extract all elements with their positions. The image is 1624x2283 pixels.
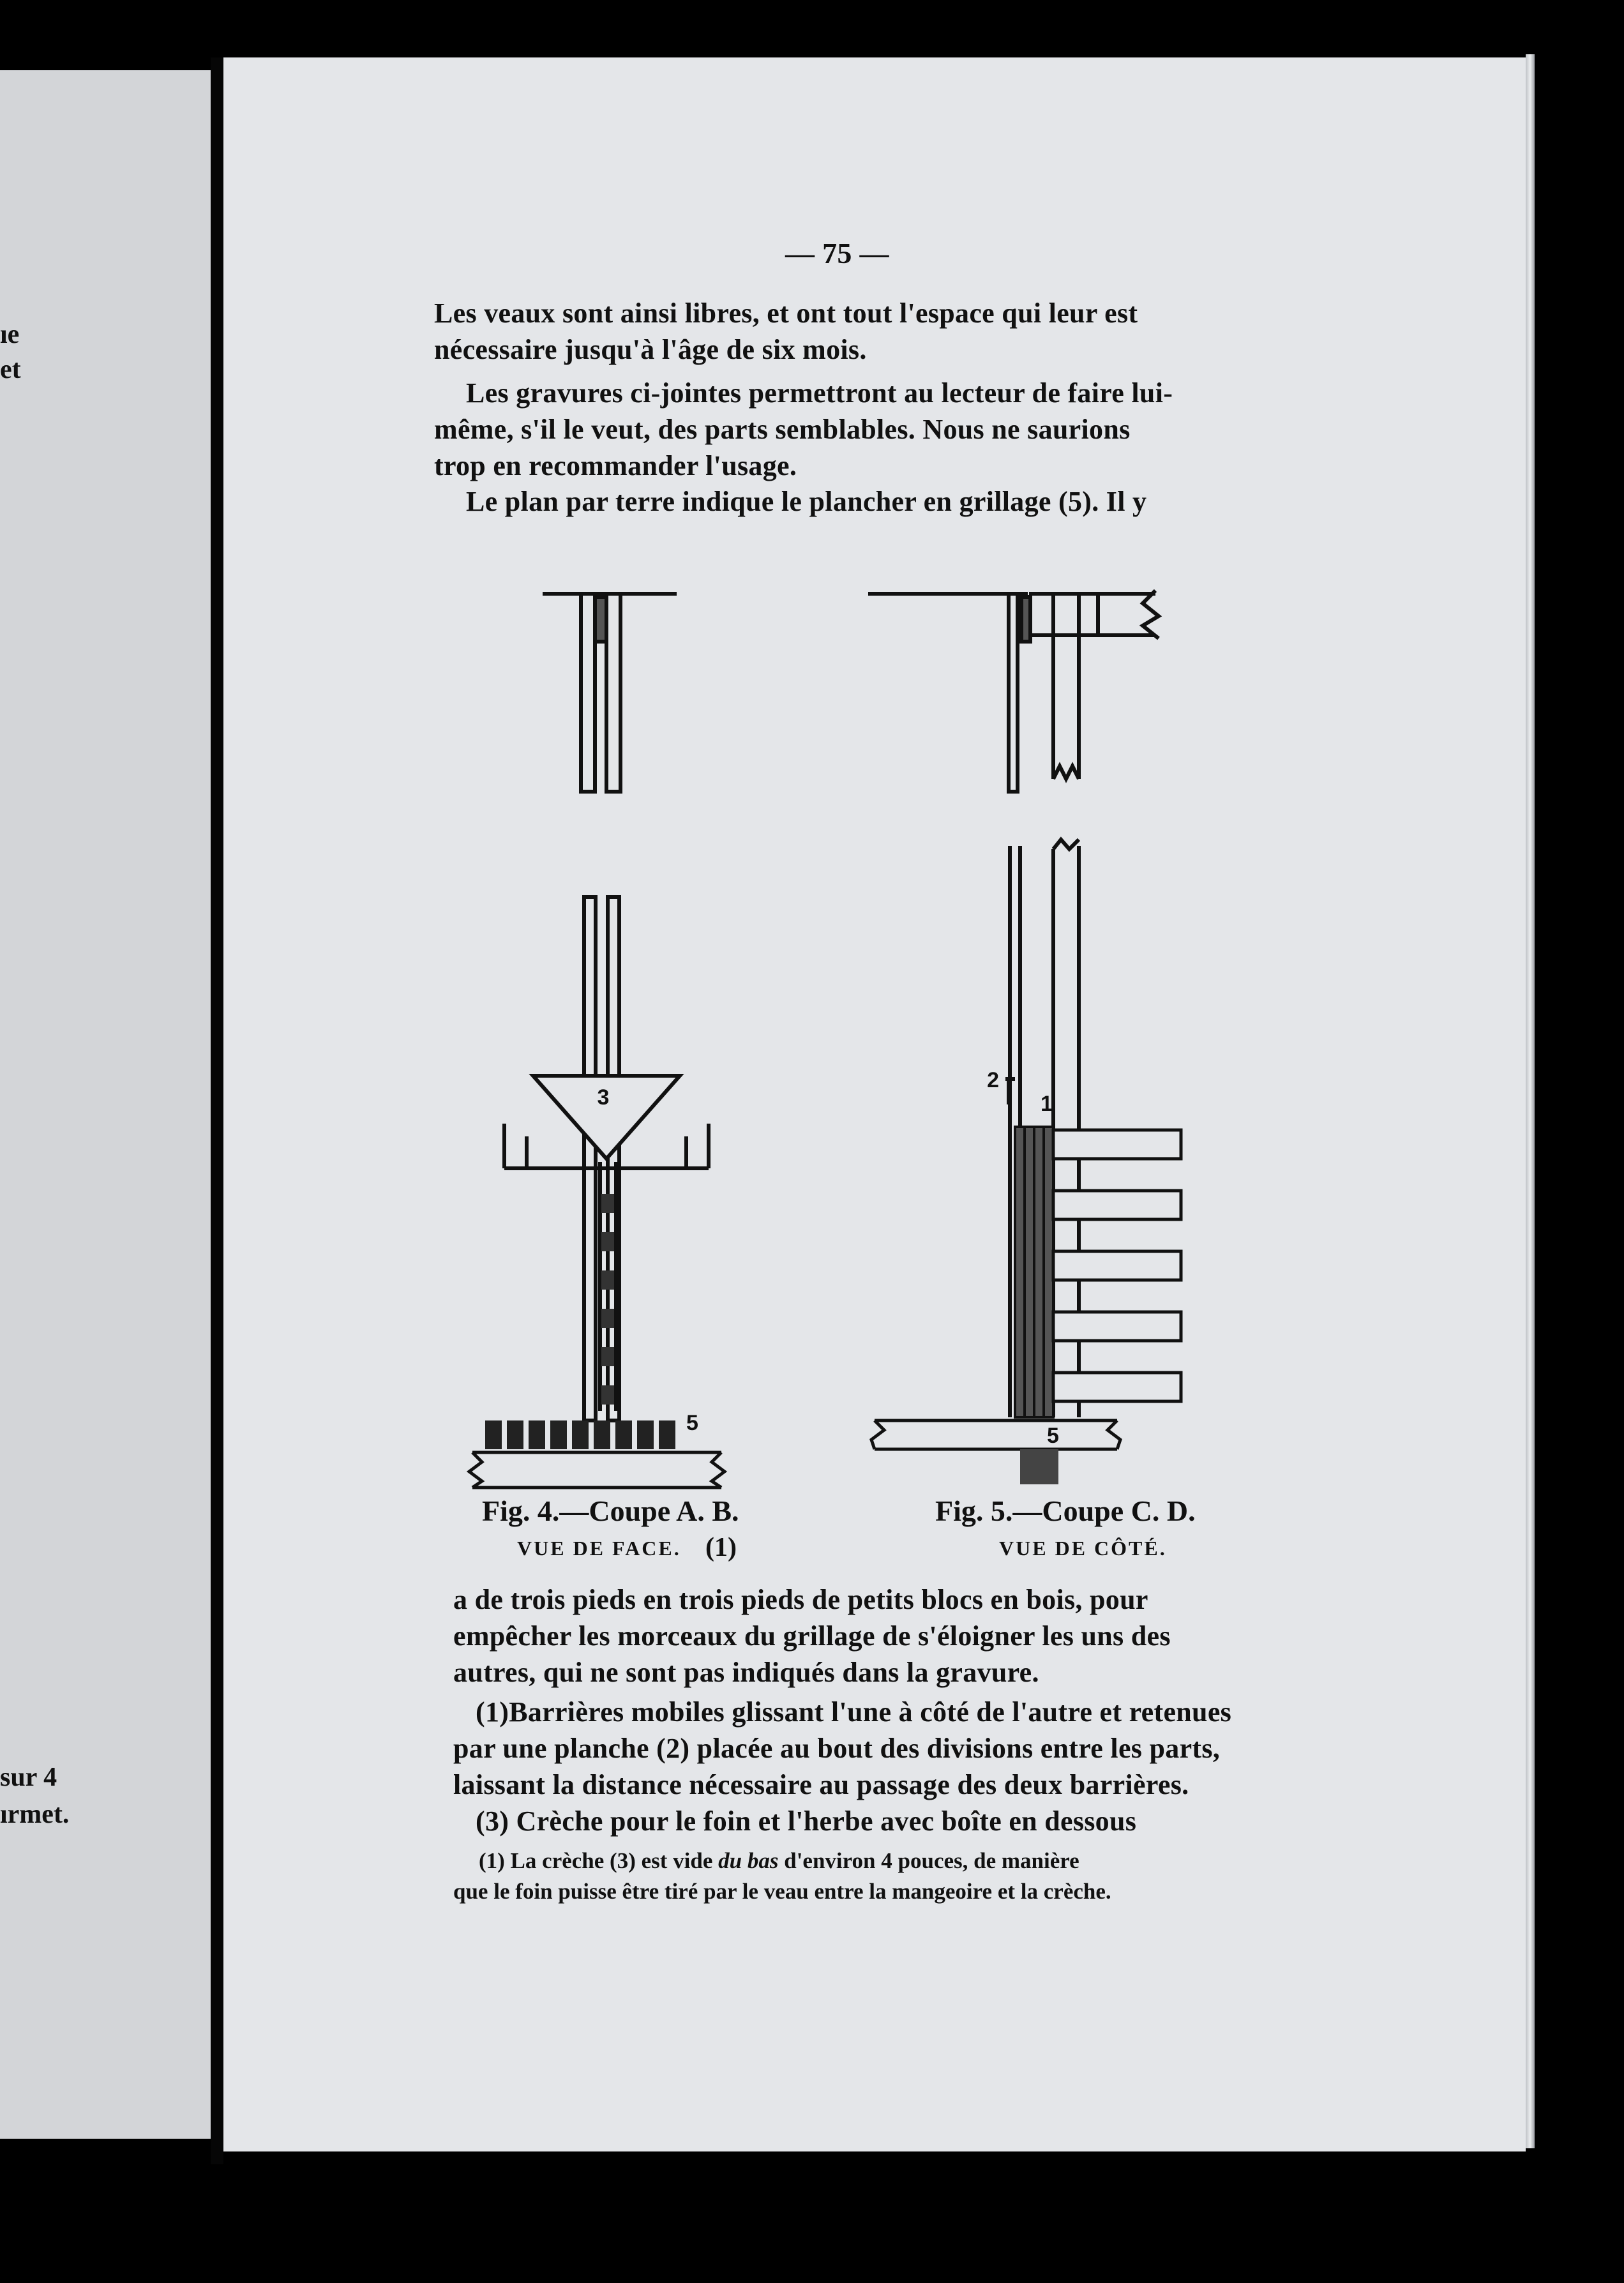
text-line: a de trois pieds en trois pieds de petits blocs en bois, pour	[453, 1584, 1148, 1615]
footnote-italic: du bas	[718, 1848, 779, 1873]
page	[223, 57, 1526, 2151]
figure-4-subcaption: VUE DE FACE.	[517, 1537, 681, 1560]
footnote-text: d'environ 4 pouces, de manière	[778, 1848, 1079, 1873]
figure-5-subcaption: VUE DE CÔTÉ.	[999, 1537, 1167, 1560]
figure-5-caption: Fig. 5.—Coupe C. D.	[935, 1495, 1196, 1527]
text-line: Le plan par terre indique le plancher en grillage (5). Il y	[466, 486, 1147, 517]
figure-5-drawing	[862, 530, 1449, 1519]
text-line: par une planche (2) placée au bout des divisions entre les parts,	[453, 1733, 1221, 1764]
footnote-line-1	[479, 1848, 1079, 1874]
left-page-fragment: sur 4	[0, 1763, 57, 1792]
text-line: même, s'il le veut, des parts semblables. Nous ne saurions	[434, 414, 1131, 445]
page-edge	[1526, 54, 1535, 2148]
text-line: (3) Crèche pour le foin et l'herbe avec boîte en dessous	[476, 1805, 1137, 1837]
text-line: empêcher les morceaux du grillage de s'éloigner les uns des	[453, 1620, 1171, 1652]
left-page-fragment: et	[0, 355, 21, 384]
text-line: nécessaire jusqu'à l'âge de six mois.	[434, 334, 867, 365]
footnote-line-2: que le foin puisse être tiré par le veau entre la mangeoire et la crèche.	[453, 1879, 1111, 1904]
fig4-label-5: 5	[686, 1411, 698, 1435]
text-line: Les gravures ci-jointes permettront au lecteur de faire lui-	[466, 377, 1173, 409]
book-spine	[211, 57, 223, 2164]
page-number: — 75 —	[785, 237, 889, 269]
text-line: autres, qui ne sont pas indiqués dans la gravure.	[453, 1657, 1039, 1688]
figure-4-note-ref: (1)	[705, 1533, 737, 1562]
fig5-label-1: 1	[1041, 1092, 1053, 1116]
footnote-text: (1) La crèche (3) est vide	[479, 1848, 719, 1873]
fig5-label-5: 5	[1047, 1424, 1059, 1448]
left-page-fragment: ıe	[0, 320, 20, 349]
text-line: laissant la distance nécessaire au passage des deux barrières.	[453, 1769, 1189, 1800]
text-line: (1)Barrières mobiles glissant l'une à côté de l'autre et retenues	[476, 1696, 1232, 1728]
text-line: Les veaux sont ainsi libres, et ont tout l'espace qui leur est	[434, 298, 1138, 329]
figure-4-caption: Fig. 4.—Coupe A. B.	[482, 1495, 739, 1527]
fig5-label-2: 2	[987, 1068, 999, 1092]
previous-page-edge	[0, 70, 211, 2139]
text-line: trop en recommander l'usage.	[434, 450, 797, 481]
fig4-label-3: 3	[597, 1085, 610, 1110]
left-page-fragment: ırmet.	[0, 1800, 70, 1829]
